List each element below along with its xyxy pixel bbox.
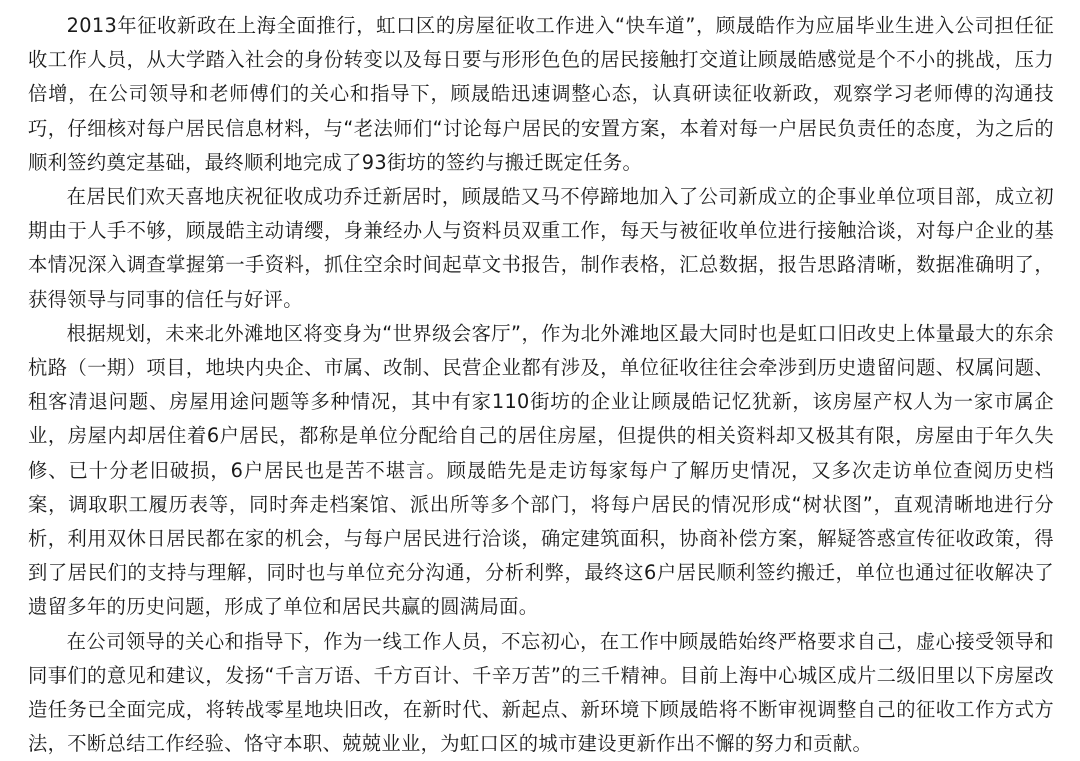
paragraph-3: 根据规划，未来北外滩地区将变身为“世界级会客厅”，作为北外滩地区最大同时也是虹口旧改史上体量最大的东余杭路（一期）项目，地块内央企、市属、改制、民营企业都有涉及，单位征收往往会牵涉到历史遗留问题、权属问题、租客清退问题、房屋用途问题等多种情况，其中有家110街坊的企业让顾晟皓记忆犹新，该房屋产权人为一家市属企业，房屋内却居住着6户居民，都称是单位分配给自己的居住房屋，但提供的相关资料却又极其有限，房屋由于年久失修、已十分老旧破损，6户居民也是苦不堪言。顾晟皓先是走访每家每户了解历史情况，又多次走访单位查阅历史档案，调取职工履历表等，同时奔走档案馆、派出所等多个部门，将每户居民的情况形成“树状图”，直观清晰地进行分析，利用双休日居民都在家的机会，与每户居民进行洽谈，确定建筑面积，协商补偿方案，解疑答惑宣传征收政策，得到了居民们的支持与理解，同时也与单位充分沟通，分析利弊，最终这6户居民顺利签约搬迁，单位也通过征收解决了遗留多年的历史问题，形成了单位和居民共赢的圆满局面。	[28, 321, 1054, 619]
paragraph-4: 在公司领导的关心和指导下，作为一线工作人员，不忘初心，在工作中顾晟皓始终严格要求自己，虚心接受领导和同事们的意见和建议，发扬“千言万语、千方百计、千辛万苦”的三千精神。目前上海中心城区成片二级旧里以下房屋改造任务已全面完成，将转战零星地块旧改，在新时代、新起点、新环境下顾晟皓将不断审视调整自己的征收工作方式方法，不断总结工作经验、恪守本职、兢兢业业，为虹口区的城市建设更新作出不懈的努力和贡献。	[28, 629, 1054, 756]
paragraph-1: 2013年征收新政在上海全面推行，虹口区的房屋征收工作进入“快车道”，顾晟皓作为应届毕业生进入公司担任征收工作人员，从大学踏入社会的身份转变以及每日要与形形色色的居民接触打交道让顾晟皓感觉是个不小的挑战，压力倍增，在公司领导和老师傅们的关心和指导下，顾晟皓迅速调整心态，认真研读征收新政，观察学习老师傅的沟通技巧，仔细核对每户居民信息材料，与“老法师们“讨论每户居民的安置方案，本着对每一户居民负责任的态度，为之后的顺利签约奠定基础，最终顺利地完成了93街坊的签约与搬迁既定任务。	[28, 14, 1054, 174]
document-body	[28, 0, 1054, 761]
paragraph-2: 在居民们欢天喜地庆祝征收成功乔迁新居时，顾晟皓又马不停蹄地加入了公司新成立的企事业单位项目部，成立初期由于人手不够，顾晟皓主动请缨，身兼经办人与资料员双重工作，每天与被征收单位进行接触洽谈，对每户企业的基本情况深入调查掌握第一手资料，抓住空余时间起草文书报告，制作表格，汇总数据，报告思路清晰，数据准确明了，获得领导与同事的信任与好评。	[28, 185, 1054, 311]
